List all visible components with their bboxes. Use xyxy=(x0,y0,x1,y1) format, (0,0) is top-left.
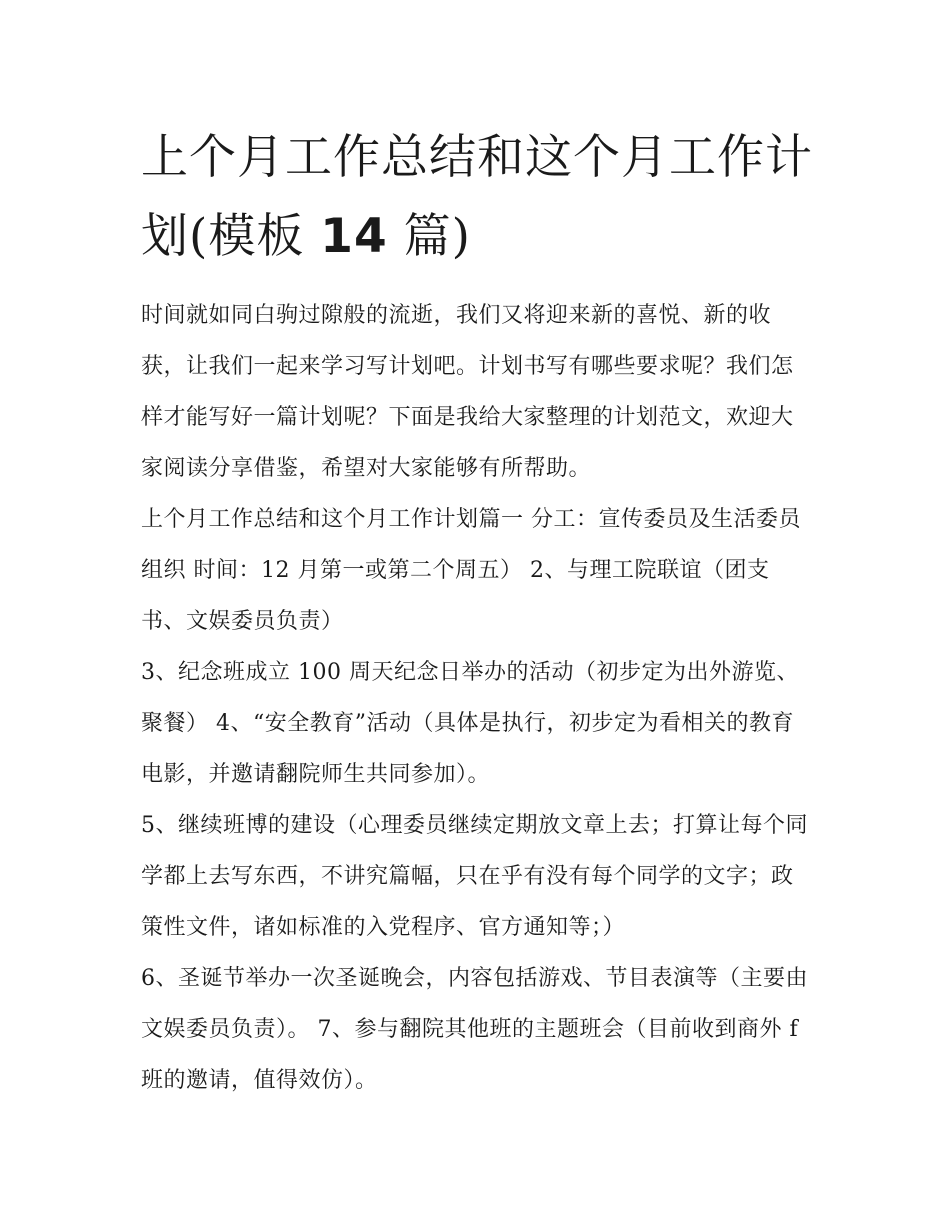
plan-paragraph-2: 3、纪念班成立 100 周天纪念日举办的活动（初步定为出外游览、聚餐） 4、“安全教育”活动（具体是执行，初步定为看相关的教育电影，并邀请翻院师生共同参加）。 xyxy=(141,660,799,787)
plan-paragraph-1: 上个月工作总结和这个月工作计划篇一 分工：宣传委员及生活委员组织 时间：12 月第一或第二个周五） 2、与理工院联谊（团支书、文娱委员负责） xyxy=(141,507,801,634)
plan-paragraph-4: 6、圣诞节举办一次圣诞晚会，内容包括游戏、节目表演等（主要由文娱委员负责）。 7、参与翻院其他班的主题班会（目前收到商外 f 班的邀请，值得效仿）。 xyxy=(141,966,808,1093)
document-body xyxy=(141,290,813,1106)
intro-paragraph: 时间就如同白驹过隙般的流逝，我们又将迎来新的喜悦、新的收获，让我们一起来学习写计划吧。计划书写有哪些要求呢？我们怎样才能写好一篇计划呢？下面是我给大家整理的计划范文，欢迎大家阅读分享借鉴，希望对大家能够有所帮助。 xyxy=(141,303,794,481)
title-text-part1: 上个月工作总结和这个月工作计划(模板 xyxy=(141,130,813,264)
title-text-part2: 篇) xyxy=(387,209,471,264)
document-page xyxy=(141,118,813,1106)
title-number: 14 xyxy=(320,209,388,264)
plan-paragraph-3: 5、继续班博的建设（心理委员继续定期放文章上去；打算让每个同学都上去写东西，不讲究篇幅，只在乎有没有每个同学的文字；政策性文件，诸如标准的入党程序、官方通知等；） xyxy=(141,813,808,940)
document-title xyxy=(141,118,813,276)
